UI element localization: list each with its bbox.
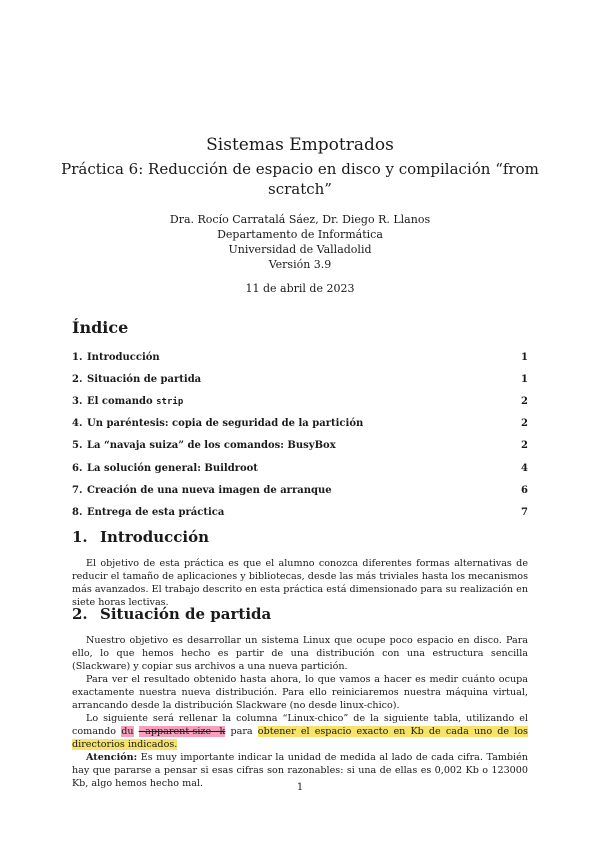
paragraph: El objetivo de esta práctica es que el alumno conozca diferentes formas alternativas de reducir el tamaño de aplicaciones y bibliotecas, desde las más triviales hasta los mecanismos más avanzados. El trabajo descrito en esta práctica está dimensionado para su realización en siete horas lectivas. (72, 558, 528, 608)
toc-item[interactable]: 1. Introducción 1 (72, 351, 528, 363)
toc-item-label: Creación de una nueva imagen de arranque (87, 484, 332, 496)
section1-body (72, 557, 528, 609)
toc-item[interactable]: 4. Un paréntesis: copia de seguridad de la partición 2 (72, 418, 528, 430)
paragraph-highlighted: Lo siguiente será rellenar la columna “Linux-chico” de la siguiente tabla, utilizando el comando du --apparent-size -k para obtener el espacio exacto en Kb de cada uno de los directorios indicados. (72, 713, 528, 750)
toc-item[interactable]: 2. Situación de partida 1 (72, 373, 528, 385)
toc-item-label: Introducción (87, 351, 160, 363)
university: Universidad de Valladolid (228, 243, 372, 256)
command-du: du (121, 726, 134, 737)
toc-item-label: La solución general: Buildroot (87, 462, 258, 474)
toc-item[interactable]: 8. Entrega de esta práctica 7 (72, 506, 528, 518)
section-heading-introduccion: 1. Introducción (72, 528, 210, 546)
toc-item-page: 7 (521, 506, 528, 518)
toc-item-label: Situación de partida (87, 373, 202, 385)
toc-item-label: Entrega de esta práctica (87, 506, 225, 518)
toc-item-page: 1 (521, 351, 528, 363)
paragraph: Nuestro objetivo es desarrollar un sistema Linux que ocupe poco espacio en disco. Para ello, lo que hemos hecho es partir de una distribución con una estructura sencilla (Slackware) y copiar sus archivos a una nueva partición. (72, 635, 528, 672)
toc-item-page: 1 (521, 373, 528, 385)
toc-item-page: 4 (521, 462, 528, 474)
toc-item[interactable]: 3. El comando strip 2 (72, 395, 528, 407)
paragraph: Para ver el resultado obtenido hasta ahora, lo que vamos a hacer es medir cuánto ocupa exactamente nuestra nueva distribución. Para ello reiniciaremos nuestra máquina virtual, arrancando desde la distribución Slackware (no desde linux-chico). (72, 674, 528, 711)
toc-item-page: 2 (521, 418, 528, 430)
toc-item-label: El comando (87, 395, 157, 407)
section2-body (72, 634, 528, 790)
paragraph: Atención: Es muy importante indicar la unidad de medida al lado de cada cifra. También hay que pararse a pensar si esas cifras son razonables: si una de ellas es 0,002 Kb o 123000 Kb, algo hemos hecho mal. (72, 752, 528, 789)
version: Versión 3.9 (268, 258, 332, 271)
toc-item-label: La “navaja suiza” de los comandos: BusyBox (87, 440, 336, 452)
section-heading-situacion: 2. Situación de partida (72, 605, 272, 623)
toc-item[interactable]: 5. La “navaja suiza” de los comandos: BusyBox 2 (72, 440, 528, 452)
document-title: Sistemas Empotrados (206, 135, 394, 155)
department: Departamento de Informática (217, 228, 383, 241)
toc-item[interactable]: 6. La solución general: Buildroot 4 (72, 462, 528, 474)
toc-item[interactable]: 7. Creación de una nueva imagen de arranque 6 (72, 484, 528, 496)
table-of-contents (72, 346, 528, 524)
toc-item-page: 6 (521, 484, 528, 496)
document-date: 11 de abril de 2023 (245, 282, 355, 295)
toc-item-code: strip (156, 396, 184, 407)
toc-heading: Índice (72, 318, 129, 337)
command-flags: --apparent-size -k (138, 726, 226, 737)
document-subtitle: Práctica 6: Reducción de espacio en disco y compilación “from scratch” (61, 160, 539, 198)
page-number: 1 (296, 782, 304, 793)
toc-item-page: 2 (521, 440, 528, 452)
highlighted-text: obtener el espacio exacto en Kb de cada uno de los directorios indicados. (72, 726, 528, 750)
toc-item-label: Un paréntesis: copia de seguridad de la partición (87, 418, 364, 430)
authors: Dra. Rocío Carratalá Sáez, Dr. Diego R. Llanos (169, 213, 431, 226)
author-block (0, 212, 600, 272)
toc-item-page: 2 (521, 395, 528, 407)
